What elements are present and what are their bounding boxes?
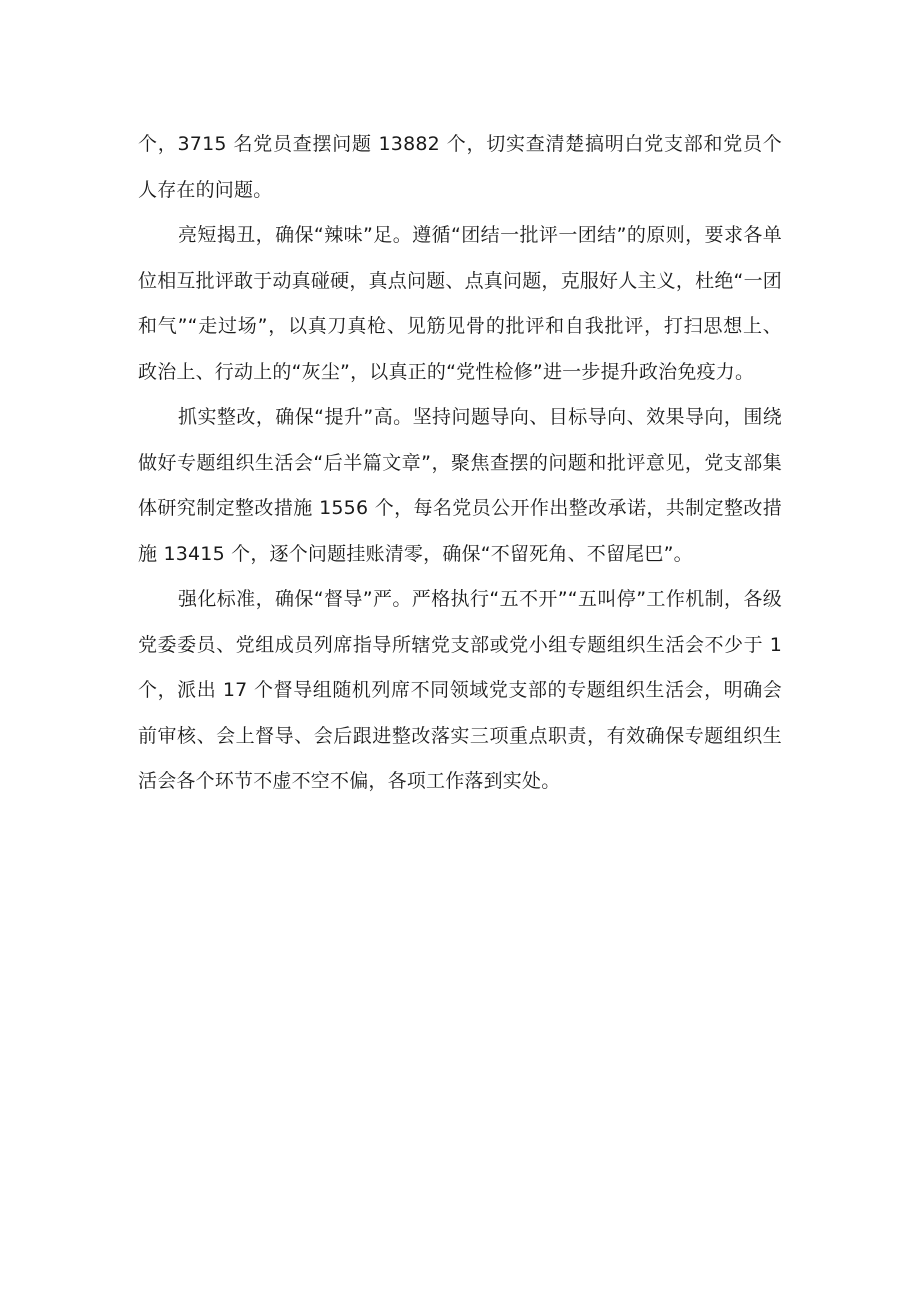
paragraph-supervision: 强化标准，确保“督导”严。严格执行“五不开”“五叫停”工作机制，各级党委委员、党组成员列席指导所辖党支部或党小组专题组织生活会不少于 1 个，派出 17 个督导组随机列席不同领域党支部的专题组织生活会，明确会前审核、会上督导、会后跟进整改落实三项重点职责，有效确保专题组织生活会各个环节不虚不空不偏，各项工作落到实处。 — [138, 588, 782, 792]
paragraph-criticism: 亮短揭丑，确保“辣味”足。遵循“团结一批评一团结”的原则，要求各单位相互批评敢于动真碰硬，真点问题、点真问题，克服好人主义，杜绝“一团和气”“走过场”，以真刀真枪、见筋见骨的批评和自我批评，打扫思想上、政治上、行动上的“灰尘”，以真正的“党性检修”进一步提升政治免疫力。 — [138, 224, 782, 383]
document-body — [138, 122, 782, 805]
paragraph-continuation: 个，3715 名党员查摆问题 13882 个，切实查清楚搞明白党支部和党员个人存在的问题。 — [138, 133, 782, 201]
paragraph-rectification: 抓实整改，确保“提升”高。坚持问题导向、目标导向、效果导向，围绕做好专题组织生活会“后半篇文章”，聚焦查摆的问题和批评意见，党支部集体研究制定整改措施 1556 个，每名党员公开作出整改承诺，共制定整改措施 13415 个，逐个问题挂账清零，确保“不留死角、不留尾巴”。 — [138, 406, 782, 565]
